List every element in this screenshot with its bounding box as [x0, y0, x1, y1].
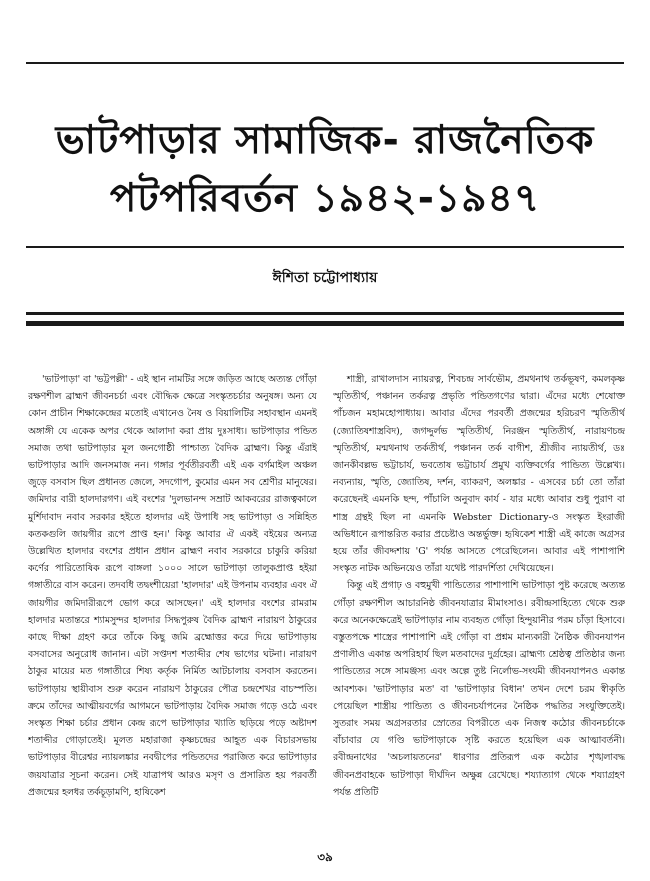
title-bottom-rule — [26, 246, 624, 248]
author-rule-upper — [26, 312, 624, 315]
paragraph: শাস্ত্রী, রাখালদাস ন্যায়রত্ন, শিবচন্দ্র সার্বভৌম, প্রমথনাথ তর্কভূষণ, কমলকৃষ্ণ স্মৃতিতীর্থ, পঞ্চানন তর্করত্ন প্রভৃতি পন্ডিতগণের দ্বারা। এঁদের মধ্যে শেষোক্ত পাঁচজন মহামহোপাধ্যায়। আবার এঁদের পরবর্তী প্রজন্মের হরিচরণ স্মৃতিতীর্থ (জ্যোতিষশাস্ত্রবিদ), জগদ্দুর্লভ স্মৃতিতীর্থ, নিরঞ্জন স্মৃতিতীর্থ, নারায়ণচন্দ্র স্মৃতিতীর্থ, মন্মথনাথ তর্কতীর্থ, পঞ্চানন তর্ক বাগীশ, শ্রীজীব ন্যায়তীর্থ, ডঃ জানকীবল্লভ ভট্টাচার্য, ভবতোষ ভট্টাচার্য প্রমুখ ব্যক্তিবর্গের পান্ডিত্য উল্লেখ্য। নব্যন্যায়, স্মৃতি, জ্যোতিষ, দর্শন, ব্যাকরণ, অলঙ্কার - এসবের চর্চা তো তাঁরা করেছেনই এমনকি ছন্দ, পাঁচালি অনুবাদ কার্য - যার মধ্যে আবার শুধু পুরাণ বা শাস্ত্র গ্রন্থই ছিল না এমনকি Webster Dictionary-ও সংস্কৃত ইংরাজী অভিধানে রূপান্তরিত করার প্রচেষ্টাও অন্তর্ভুক্ত। হৃষিকেশ শাস্ত্রী এই কাজে অগ্রসর হয়ে তাঁর জীবদ্দশায় 'G' পর্যন্ত আসতে পেরেছিলেন। আবার এই পাশাপাশি সংস্কৃত নাটক অভিনয়েও তাঁরা যথেষ্ট পারদর্শিতা দেখিয়েছেন। — [333, 374, 625, 575]
article-title — [26, 112, 624, 228]
left-column — [28, 371, 317, 838]
author-rule-lower — [26, 321, 624, 326]
title-line-1: ভাটপাড়ার সামাজিক- রাজনৈতিক — [55, 118, 595, 163]
paragraph: 'ভাটপাড়া' বা 'ভট্টপল্লী' - এই স্থান নামটির সঙ্গে জড়িত আছে অত্যন্ত গোঁড়া রক্ষণশীল ব্রাহ্মণ জীবনচর্চা এবং বৌদ্ধিক ক্ষেত্রে সংস্কৃতচর্চার অনুষঙ্গ। অন্য যে কোন প্রাচীন শিক্ষাকেন্দ্রের মতোই এখানেও নৈষ ও বিয়ালিটির সহাবস্থান এমনই অঙ্গাঙ্গী যে একেক অপর থেকে আলাদা করা প্রায় দুঃসাধ্য। ভাটপাড়ার পন্ডিত সমাজ তথা ভাটপাড়ার মূল জনগোষ্ঠী পাশ্চাত্য বৈদিক ব্রাহ্মণ। কিন্তু এঁরাই ভাটপাড়ার আদি জনসমাজ নন। গঙ্গার পূর্বতীরবর্তী এই এক বর্গমাইল অঞ্চল জুড়ে বসবাস ছিল প্রধানত জেলে, সদগোপ, কুমোর এমন সব শ্রেণীর মানুষের। জমিদার বারী হালদারগণ। এই বংশের 'দুলভানন্দ সম্রাট আকবরের রাজত্বকালে মুর্শিদাবাদ নবাব সরকার হইতে হালদার এই উপাধি সহ ভাটপাড়া ও সন্নিহিত কতকগুলি জায়গীর রূপে প্রাপ্ত হন।' কিন্তু আবার ঐ একই বইয়ের অন্যত্র উল্লেখিত হালদার বংশের প্রধান প্রধান ব্রাহ্মণ নবাব সরকারে চাকুরি করিয়া কর্ণের পারিতোষিক রূপে বাঙ্গলা ১০০০ সালে ভাটপাড়া তালুকপ্রাপ্ত হইয়া গঙ্গাতীরে বাস করেন। তদবধি তদ্বংশীয়েরা 'হালদার' এই উপনাম ব্যবহার এবং ঐ জায়গীর জমিদারীরূপে ভোগ করে আসছেন।' এই হালদার বংশের রামরাম হালদার মতান্তরে শ্যামসুন্দর হালদার সিদ্ধপুরুষ বৈদিক ব্রাহ্মণ নারায়ণ ঠাকুরের কাছে দীক্ষা গ্রহণ করে তাঁকে কিছু জমি ব্রহ্মোত্তর করে দিয়ে ভাটপাড়ায় বসবাসের অনুরোধ জানান। এটা সপ্তদশ শতাব্দীর শেষ ভাগের ঘটনা। নারায়ণ ঠাকুর মায়ের মত গঙ্গাতীরে শিষ্য কর্তৃক নির্মিত আটচালায় বসবাস করতেন। ভাটপাড়ায় স্থায়ীবাস শুরু করেন নারায়ণ ঠাকুরের পৌত্র চন্দ্রশেখর বাচস্পতি। ক্রমে তাঁদের আত্মীয়বর্গের আগমনে ভাটপাড়ায় বৈদিক সমাজ গড়ে ওঠে এবং সংস্কৃত শিক্ষা চর্চার প্রধান কেন্দ্র রূপে ভাটপাড়ার খ্যাতি ছড়িয়ে পড়ে অষ্টাদশ শতাব্দীর গোড়াতেই। মূলত মহারাজা কৃষ্ণচন্দ্রের আহূত এক বিচারসভায় ভাটপাড়ার বীরেশ্বর ন্যায়লঙ্কার নবদ্বীপের পন্ডিতদের পরাজিত করে ভাটপাড়ার জয়যাত্রার সূচনা করেন। সেই যাত্রাপথ আরও মসৃণ ও প্রসারিত হয় পরবর্তী প্রজন্মের হলধর তর্কচূড়ামণি, হাষিকেশ — [28, 374, 317, 798]
paragraph: কিন্তু এই প্রগাঢ় ও বহুমুখী পান্ডিত্যের পাশাপাশি ভাটপাড়া পুষ্ট করেছে অত্যন্ত গোঁড়া রক্ষণশীল আচারনিষ্ঠ জীবনযাত্রার মীমাংসাও। রবীন্দ্রসাহিত্যে থেকে শুরু করে অনেকক্ষেত্রেই ভাটপাড়ার নাম ব্যবহৃত গোঁড়া হিন্দুয়ানীর পরম চাঁড়া হিসাবে। বস্তুতপক্ষে শাস্ত্রের পাশাপাশি এই গোঁড়া বা প্রশ্নম মান্যকারী নৈষ্ঠিক জীবনযাপন প্রণালীও একান্ত অপরিহার্য ছিল মতবাদের দুর্গ্রহের। ব্রাহ্মণ্য শ্রেষ্ঠত্ব প্রতিষ্ঠার জন্য পান্ডিত্যের সঙ্গে সামঞ্জস্য এবং অল্পে তুষ্ট নির্লোভ-সংযমী জীবনযাপনও একান্ত আবশ্যক। 'ভাটপাড়ার মত' বা 'ভাটপাড়ার বিধান' তখন দেশে চরম স্বীকৃতি পেয়েছিল শাস্ত্রীয় পান্ডিত্য ও জীবনচর্যাপনের নৈষ্ঠিক পদ্ধতির সংযুক্তিতেই। সুতরাং সময় অগ্রসরতার স্রোতের বিপরীতে এক নিজস্ব কঠোর জীবনচর্চাকে বাঁচাবার যে গণ্ডি ভাটপাড়াকে সৃষ্টি করতে হয়েছিল এক আত্মাবর্তনী। রবীন্দ্রনাথের 'অচলায়তনের' ধারণার প্রতিরূপ এক কঠোর শৃঙ্খলাবদ্ধ জীবনপ্রবাহকে ভাটপাড়া দীর্ঘদিন অক্ষুন্ন রেখেছে। শয্যাত্যাগ থেকে শয্যাগ্রহণ পর্যন্ত প্রতিটি — [333, 580, 625, 798]
title-line-2: পটপরিবর্তন ১৯৪২-১৯৪৭ — [109, 176, 541, 221]
page-number: ৩৯ — [317, 850, 333, 864]
right-column — [333, 371, 625, 838]
author-name: ঈশিতা চট্টোপাধ্যায় — [272, 270, 378, 286]
top-rule — [26, 62, 624, 64]
